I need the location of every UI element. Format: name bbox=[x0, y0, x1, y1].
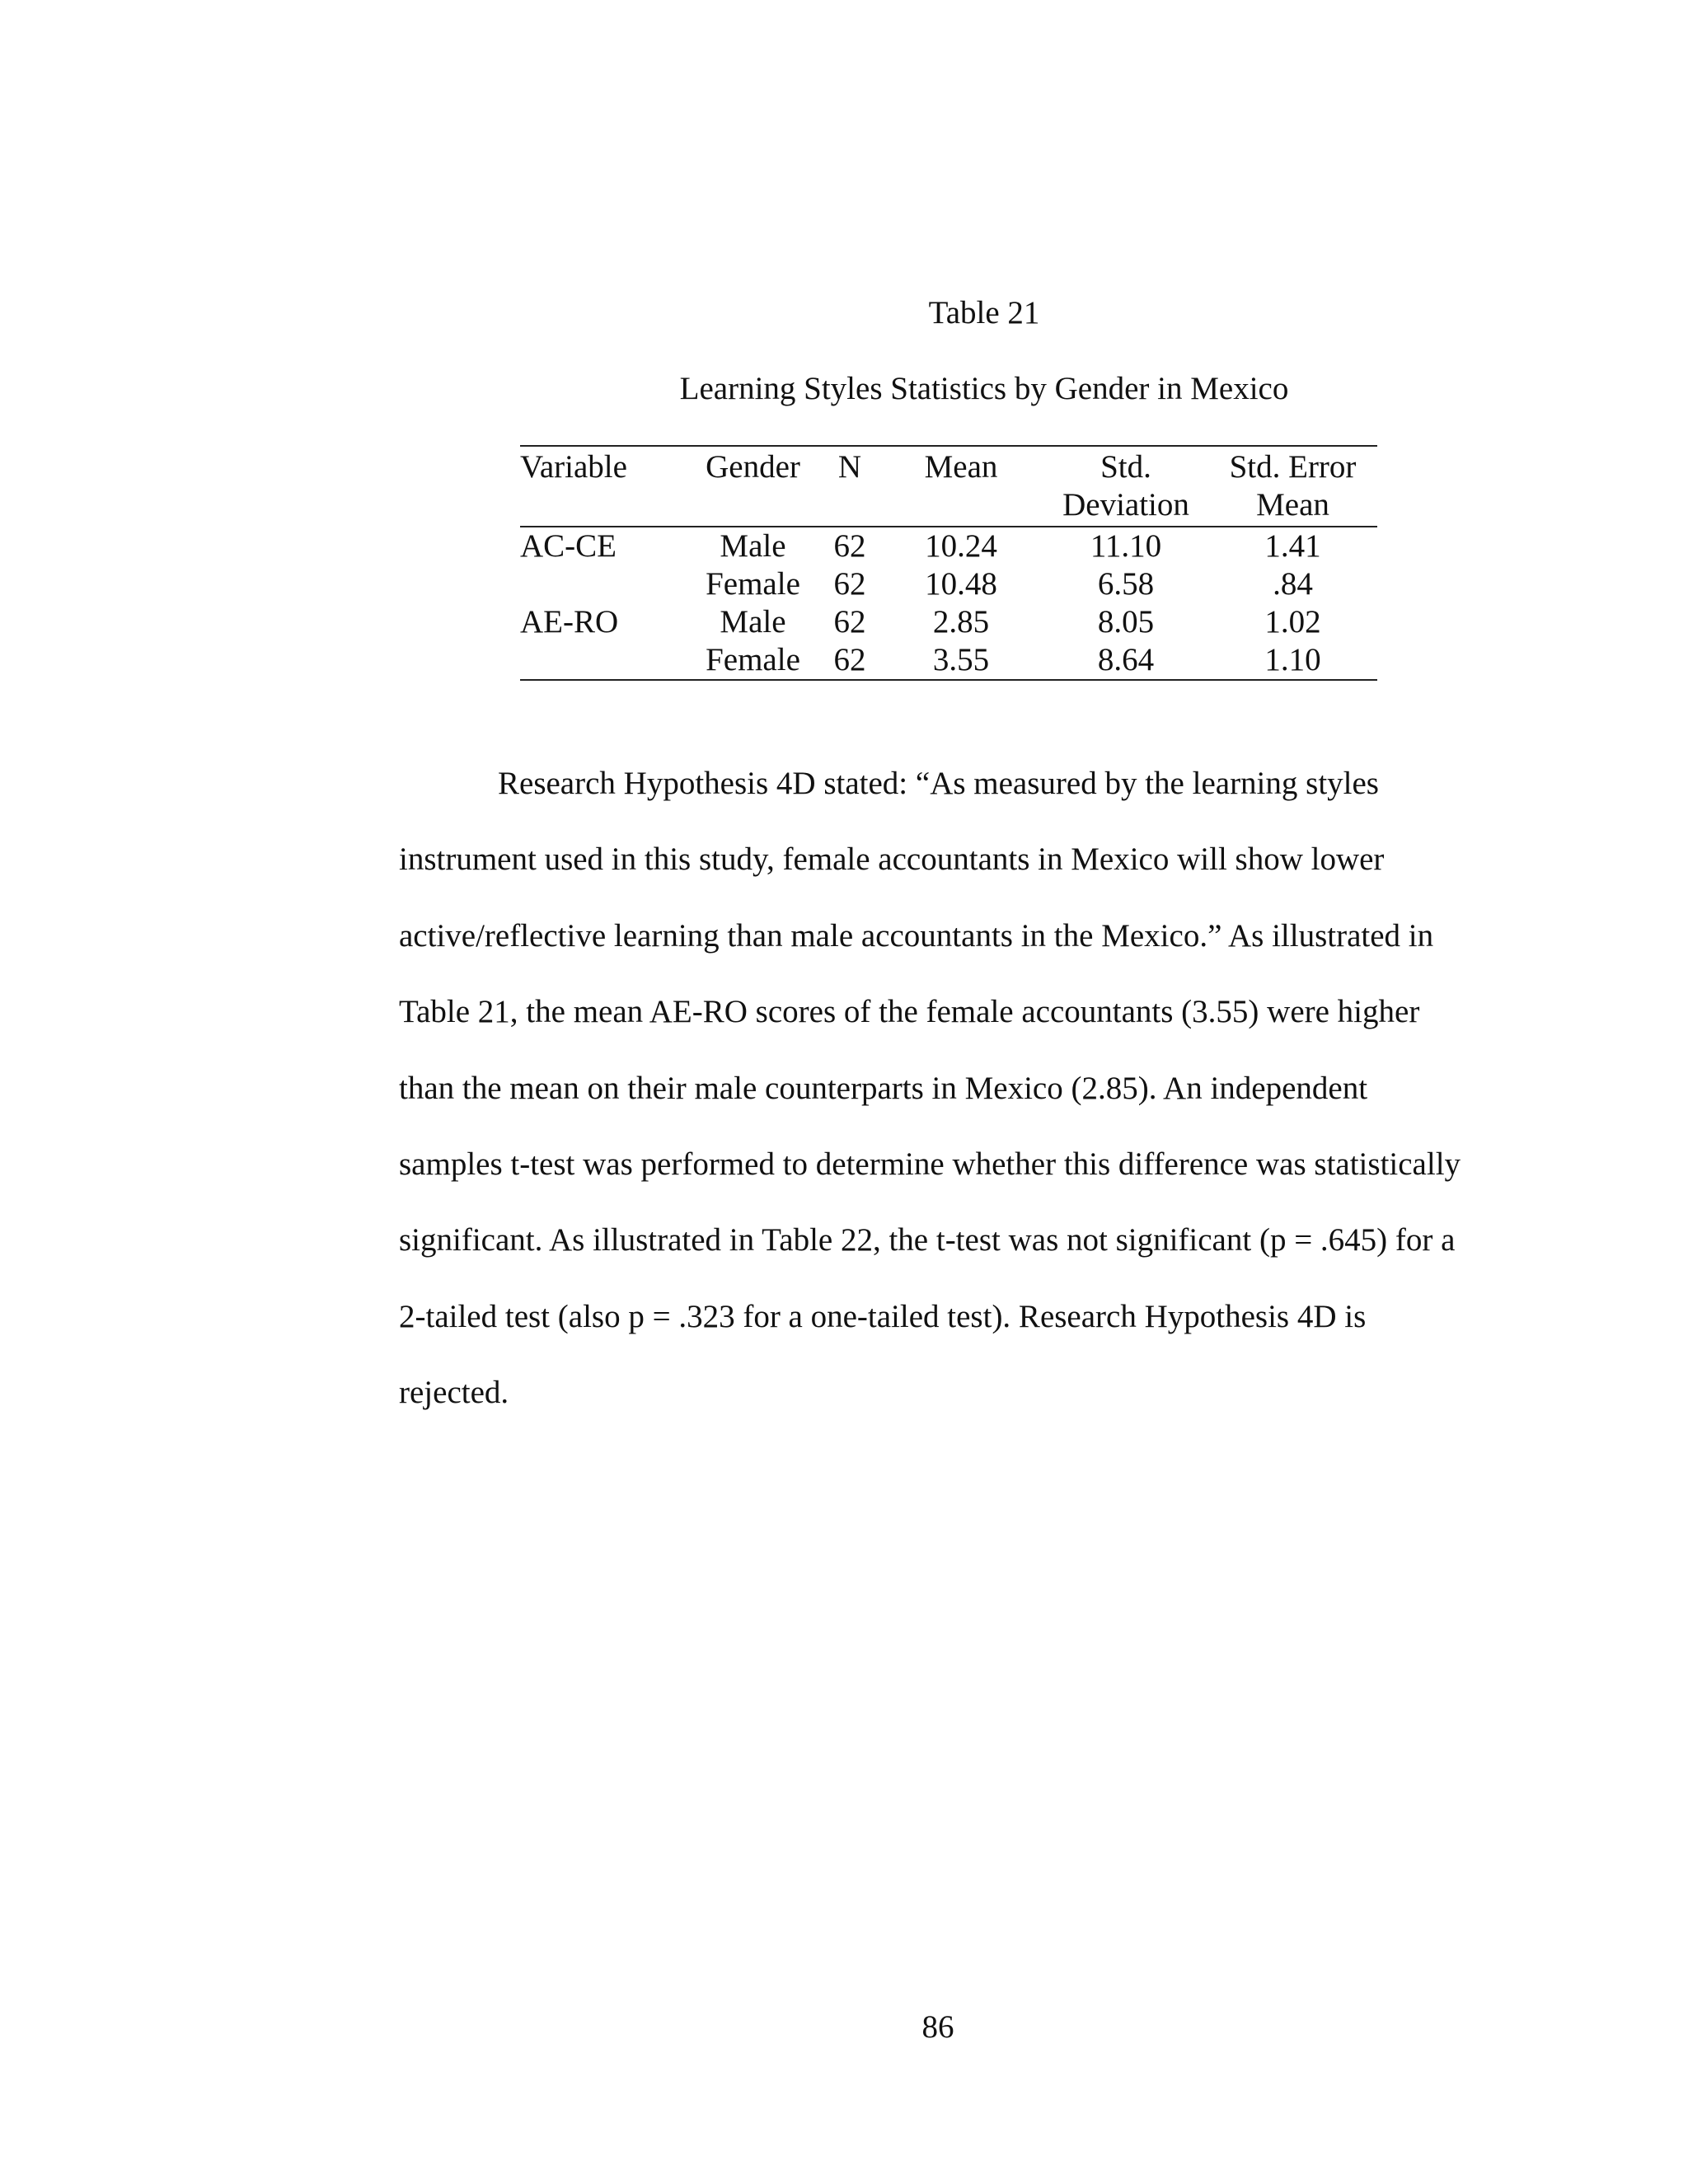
cell-std-error-mean: .84 bbox=[1273, 566, 1313, 602]
page-number: 86 bbox=[921, 2009, 954, 2045]
cell-mean: 3.55 bbox=[932, 642, 990, 677]
cell-std-error-mean: 1.41 bbox=[1264, 528, 1321, 564]
cell-mean: 2.85 bbox=[932, 604, 990, 640]
statistics-table bbox=[520, 445, 1377, 681]
table-header-row bbox=[520, 446, 1377, 527]
cell-std-deviation: 11.10 bbox=[1090, 528, 1162, 564]
table-row bbox=[520, 641, 1377, 680]
header-std-deviation-line2: Deviation bbox=[1062, 487, 1189, 523]
cell-std-deviation: 8.64 bbox=[1097, 642, 1155, 677]
header-gender: Gender bbox=[706, 449, 800, 485]
table-number: Table 21 bbox=[928, 295, 1040, 330]
table-row bbox=[520, 603, 1377, 641]
body-text bbox=[399, 746, 1470, 1432]
header-std-error-mean bbox=[1208, 446, 1377, 527]
cell-n: 62 bbox=[833, 642, 866, 677]
header-std-deviation bbox=[1043, 446, 1208, 527]
header-std-error-line1: Std. Error bbox=[1229, 449, 1357, 485]
cell-gender: Male bbox=[720, 528, 786, 564]
cell-n: 62 bbox=[833, 566, 866, 602]
cell-gender: Female bbox=[706, 566, 800, 602]
cell-n: 62 bbox=[833, 604, 866, 640]
cell-variable bbox=[520, 565, 685, 603]
header-std-error-line2: Mean bbox=[1256, 487, 1329, 523]
cell-variable bbox=[520, 641, 685, 680]
cell-std-deviation: 6.58 bbox=[1097, 566, 1155, 602]
cell-mean: 10.24 bbox=[925, 528, 997, 564]
header-variable: Variable bbox=[520, 449, 627, 485]
table-caption: Learning Styles Statistics by Gender in Mexico bbox=[679, 371, 1289, 406]
body-paragraph: Research Hypothesis 4D stated: “As measured by the learning styles instrument used in this study, female accountants in Mexico will show lower active/reflective learning than male accountants in the Mexico.” As illustrated in Table 21, the mean AE-RO scores of the female accountants (3.55) were higher than the mean on their male counterparts in Mexico (2.85). An independent samples t-test was performed to determine whether this difference was statistically significant. As illustrated in Table 22, the t-test was not significant (p = .645) for a 2-tailed test (also p = .323 for a one-tailed test). Research Hypothesis 4D is rejected. bbox=[399, 766, 1461, 1411]
header-n: N bbox=[837, 449, 862, 485]
cell-mean: 10.48 bbox=[925, 566, 997, 602]
table-row bbox=[520, 527, 1377, 565]
cell-variable: AE-RO bbox=[520, 604, 619, 640]
cell-n: 62 bbox=[833, 528, 866, 564]
cell-variable: AC-CE bbox=[520, 528, 617, 564]
header-mean: Mean bbox=[924, 449, 998, 485]
cell-gender: Female bbox=[706, 642, 800, 677]
table-row bbox=[520, 565, 1377, 603]
cell-std-deviation: 8.05 bbox=[1097, 604, 1155, 640]
cell-std-error-mean: 1.02 bbox=[1264, 604, 1321, 640]
cell-std-error-mean: 1.10 bbox=[1264, 642, 1321, 677]
header-std-deviation-line1: Std. bbox=[1100, 449, 1151, 485]
cell-gender: Male bbox=[720, 604, 786, 640]
